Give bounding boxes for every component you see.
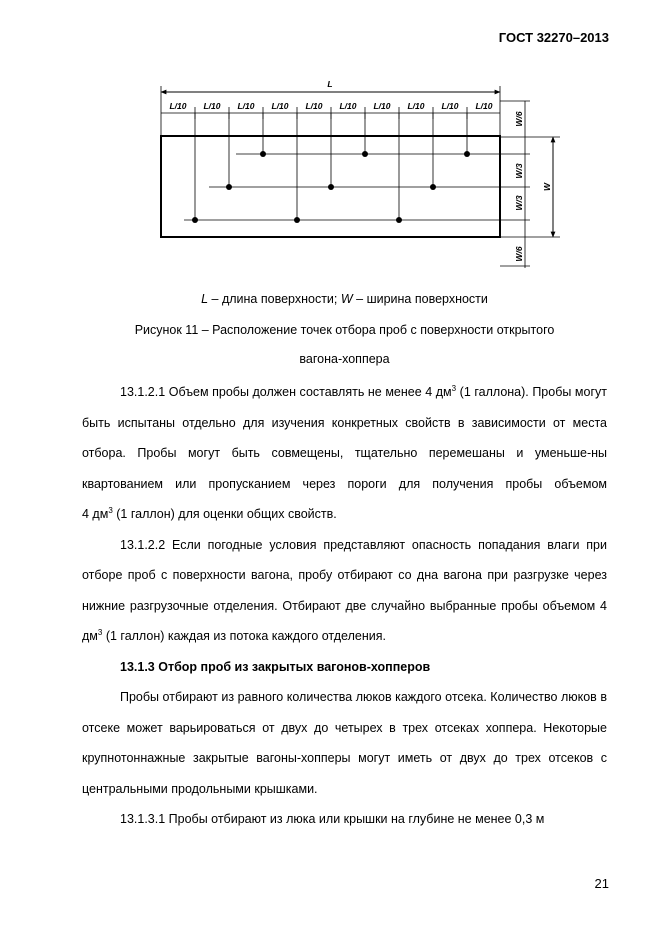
paragraph-13-1-3-1: 13.1.3.1 Пробы отбирают из люка или крышки на глубине не менее 0,3 м <box>120 812 545 826</box>
svg-text:L/10: L/10 <box>169 101 187 111</box>
section-heading-13-1-3: 13.1.3 Отбор проб из закрытых вагонов-хопперов <box>120 659 431 674</box>
paragraph-13-1-2-1-end: 4 $дм^3$ (1 галлон) для оценки общих свойств. <box>82 505 337 521</box>
document-number: ГОСТ 32270–2013 <box>498 30 609 45</box>
svg-text:L/10: L/10 <box>339 101 357 111</box>
svg-text:L/10: L/10 <box>305 101 323 111</box>
svg-text:W/6: W/6 <box>514 246 524 262</box>
page-number: 21 <box>594 876 609 891</box>
svg-text:L/10: L/10 <box>441 101 459 111</box>
paragraph-13-1-2-2: 13.1.2.2 Если погодные условия представляют опасность попадания влаги при отборе проб с поверхности вагона, пробу отбирают со дна вагона при разгрузке через нижние разгрузочные отделения. Отбирают две случайно выбранные пробы объемом 4 $дм^3$ (1 галлон) каждая из потока каждого отделения. <box>82 537 607 643</box>
body-text <box>82 377 607 835</box>
svg-text:L/10: L/10 <box>203 101 221 111</box>
dim-label-W: W <box>542 182 552 192</box>
figure-caption-line1: Рисунок 11 – Расположение точек отбора проб с поверхности открытого <box>134 323 555 337</box>
svg-text:L/10: L/10 <box>475 101 493 111</box>
svg-text:W/3: W/3 <box>514 163 524 179</box>
svg-text:L/10: L/10 <box>271 101 289 111</box>
sampling-diagram <box>150 76 580 276</box>
svg-text:L/10: L/10 <box>237 101 255 111</box>
svg-text:L/10: L/10 <box>373 101 391 111</box>
dim-label-L: L <box>327 79 333 89</box>
figure-caption-line2: вагона-хоппера <box>299 352 390 366</box>
figure-legend: L – длина поверхности; W – ширина поверхности <box>201 292 488 306</box>
svg-text:W/3: W/3 <box>514 195 524 211</box>
svg-text:L/10: L/10 <box>407 101 425 111</box>
paragraph-13-1-3: Пробы отбирают из равного количества люков каждого отсека. Количество люков в отсеке может варьироваться от двух до четырех в трех отсеках хоппера. Некоторые крупнотоннажные закрытые вагоны-хопперы могут иметь от двух до трех отсеков с центральными продольными крышками. <box>82 690 607 796</box>
paragraph-13-1-2-1: 13.1.2.1 Объем пробы должен составлять не менее 4 $дм^3$ (1 галлона). Пробы могут быть испытаны отдельно для изучения конкретных свойств в зависимости от места отбора. Пробы могут быть совмещены, тщательно перемешаны и уменьше-ны квартованием или пропусканием через пороги для получения пробы объемом <box>82 383 607 491</box>
svg-text:W/6: W/6 <box>514 111 524 127</box>
